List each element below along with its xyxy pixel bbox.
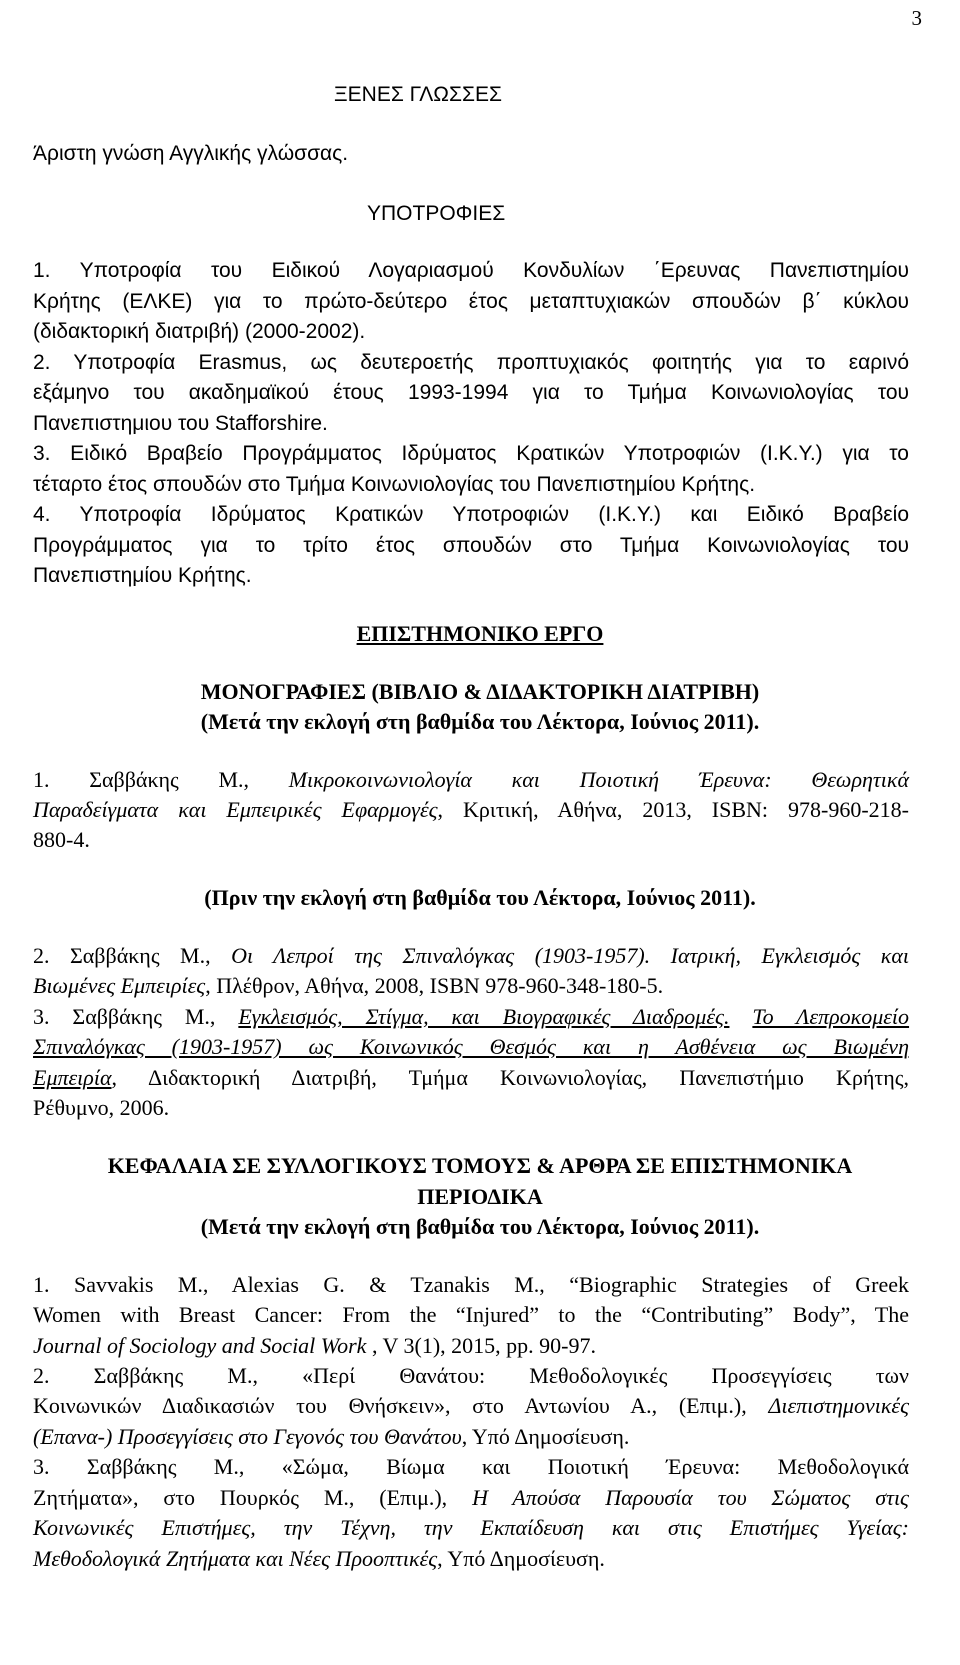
page-number: 3: [911, 6, 922, 30]
entry-author: Σαββάκης Μ.,: [89, 767, 250, 792]
scholarships-heading: ΥΠΟΤΡΟΦΙΕΣ: [367, 202, 506, 225]
entry-author: 2. Σαββάκης Μ.,: [33, 943, 211, 968]
entry-publication: Ρέθυμνο, 2006.: [33, 1095, 170, 1120]
scholarship-line: εξάμηνο του ακαδημαϊκού έτους 1993-1994 για το Τμήμα Κοινωνιολογίας του: [33, 381, 909, 404]
monographs-heading: ΜΟΝΟΓΡΑΦΙΕΣ (ΒΙΒΛΙΟ & ΔΙΔΑΚΤΟΡΙΚΗ ΔΙΑΤΡΙΒΗ): [200, 679, 760, 704]
entry-title: Μεθοδολογικά Ζητήματα και Νέες Προοπτικές: [33, 1546, 438, 1571]
chapters-heading: ΚΕΦΑΛΑΙΑ ΣΕ ΣΥΛΛΟΓΙΚΟΥΣ ΤΟΜΟΥΣ & ΑΡΘΡΑ ΣΕ ΕΠΙΣΤΗΜΟΝΙΚΑ: [107, 1153, 853, 1178]
entry-title: Σπιναλόγκας (1903-1957) ως Κοινωνικός Θεσμός και η Ασθένεια ως Βιωμένη: [33, 1034, 909, 1059]
languages-text: Άριστη γνώση Αγγλικής γλώσσας.: [33, 142, 349, 165]
article-entry-line: 3. Σαββάκης Μ., «Σώμα, Βίωμα και Ποιοτική Έρευνα: Μεθοδολογικά: [33, 1454, 909, 1479]
entry-title: Το Λεπροκομείο: [752, 1004, 910, 1029]
entry-title: Εμπειρία: [33, 1065, 112, 1090]
monograph-entry-line: [33, 973, 909, 999]
scholarship-line: Πανεπιστημίου Κρήτης.: [33, 564, 252, 587]
entry-author: 3. Σαββάκης Μ.,: [33, 1004, 216, 1029]
monograph-entry-line: [33, 797, 909, 823]
article-entry-line: Women with Breast Cancer: From the “Injured” to the “Contributing” Body”, The: [33, 1302, 909, 1327]
article-entry-line: 2. Σαββάκης Μ., «Περί Θανάτου: Μεθοδολογικές Προσεγγίσεις των: [33, 1363, 909, 1388]
scholarship-line: 1. Υποτροφία του Ειδικού Λογαριασμού Κονδυλίων ΄Ερευνας Πανεπιστημίου: [33, 259, 909, 282]
scholarship-line: Πανεπιστημιου του Stafforshire.: [33, 412, 328, 435]
scientific-work-heading: ΕΠΙΣΤΗΜΟΝΙΚΟ ΕΡΓΟ: [356, 621, 604, 646]
entry-title: Παραδείγματα και Εμπειρικές Εφαρμογές: [33, 797, 438, 822]
entry-number: 1.: [33, 767, 50, 792]
article-entry-line: [33, 1546, 909, 1572]
entry-title: Η Απούσα Παρουσία του Σώματος στις: [472, 1485, 909, 1510]
scholarship-line: 4. Υποτροφία Ιδρύματος Κρατικών Υποτροφιών (Ι.Κ.Υ.) και Ειδικό Βραβείο: [33, 503, 909, 526]
entry-author: Κοινωνικών Διαδικασιών του Θνήσκειν», στο Αντωνίου Α., (Επιμ.),: [33, 1393, 769, 1418]
scholarship-line: τέταρτο έτος σπουδών στο Τμήμα Κοινωνιολογίας του Πανεπιστημίου Κρήτης.: [33, 473, 756, 496]
entry-title: Διεπιστημονικές: [768, 1393, 909, 1418]
entry-publication: , Υπό Δημοσίευση.: [437, 1546, 605, 1571]
entry-title: Κοινωνικές Επιστήμες, την Τέχνη, την Εκπαίδευση και στις Επιστήμες Υγείας:: [33, 1515, 909, 1540]
entry-publication: 880-4.: [33, 827, 90, 852]
monograph-entry-line: [33, 943, 909, 969]
before-election-note: (Πριν την εκλογή στη βαθμίδα του Λέκτορα, Ιούνιος 2011).: [204, 885, 756, 910]
monograph-entry-line: [33, 1065, 909, 1091]
scholarship-line: (διδακτορική διατριβή) (2000-2002).: [33, 320, 366, 343]
chapters-heading: ΠΕΡΙΟΔΙΚΑ: [417, 1184, 543, 1209]
entry-title: Οι Λεπροί της Σπιναλόγκας (1903-1957). Ιατρική, Εγκλεισμός και: [231, 943, 910, 968]
entry-title: Μικροκοινωνιολογία και Ποιοτική Έρευνα: Θεωρητικά: [288, 767, 910, 792]
scholarship-line: 3. Ειδικό Βραβείο Προγράμματος Ιδρύματος Κρατικών Υποτροφιών (Ι.Κ.Υ.) για το: [33, 442, 909, 465]
article-entry-line: 1. Savvakis M., Alexias G. & Tzanakis M., “Biographic Strategies of Greek: [33, 1272, 909, 1297]
article-entry-line: [33, 1424, 909, 1450]
article-entry-line: [33, 1393, 909, 1419]
article-entry-line: [33, 1485, 909, 1511]
article-entry-line: [33, 1333, 909, 1359]
entry-title: Εγκλεισμός, Στίγμα, και Βιογραφικές Διαδρομές.: [238, 1004, 730, 1029]
after-election-note: (Μετά την εκλογή στη βαθμίδα του Λέκτορα, Ιούνιος 2011).: [200, 709, 760, 734]
entry-title: (Επανα-) Προσεγγίσεις στο Γεγονός του Θανάτου: [33, 1424, 462, 1449]
monograph-entry-line: [33, 1004, 909, 1030]
entry-publication: , Κριτική, Αθήνα, 2013, ISBN: 978-960-218-: [437, 797, 909, 822]
scholarship-line: Κρήτης (ΕΛΚΕ) για το πρώτο-δεύτερο έτος μεταπτυχιακών σπουδών β΄ κύκλου: [33, 290, 909, 313]
entry-publication: , Διδακτορική Διατριβή, Τμήμα Κοινωνιολογίας, Πανεπιστήμιο Κρήτης,: [111, 1065, 909, 1090]
entry-publication: , Πλέθρον, Αθήνα, 2008, ISBN 978-960-348-180-5.: [205, 973, 664, 998]
scholarship-line: 2. Υποτροφία Erasmus, ως δευτεροετής προπτυχιακός φοιτητής για το εαρινό: [33, 351, 909, 374]
journal-title: Journal of Sociology and Social Work: [33, 1333, 367, 1358]
chapters-after-election-note: (Μετά την εκλογή στη βαθμίδα του Λέκτορα, Ιούνιος 2011).: [200, 1214, 760, 1239]
entry-publication: , V 3(1), 2015, pp. 90-97.: [366, 1333, 597, 1358]
languages-heading: ΞΕΝΕΣ ΓΛΩΣΣΕΣ: [334, 83, 502, 106]
entry-author: Ζητήματα», στο Πουρκός Μ., (Επιμ.),: [33, 1485, 473, 1510]
entry-publication: , Υπό Δημοσίευση.: [461, 1424, 630, 1449]
scholarship-line: Προγράμματος για το τρίτο έτος σπουδών στο Τμήμα Κοινωνιολογίας του: [33, 534, 909, 557]
monograph-entry-line: [33, 767, 909, 793]
entry-title: Βιωμένες Εμπειρίες: [33, 973, 206, 998]
